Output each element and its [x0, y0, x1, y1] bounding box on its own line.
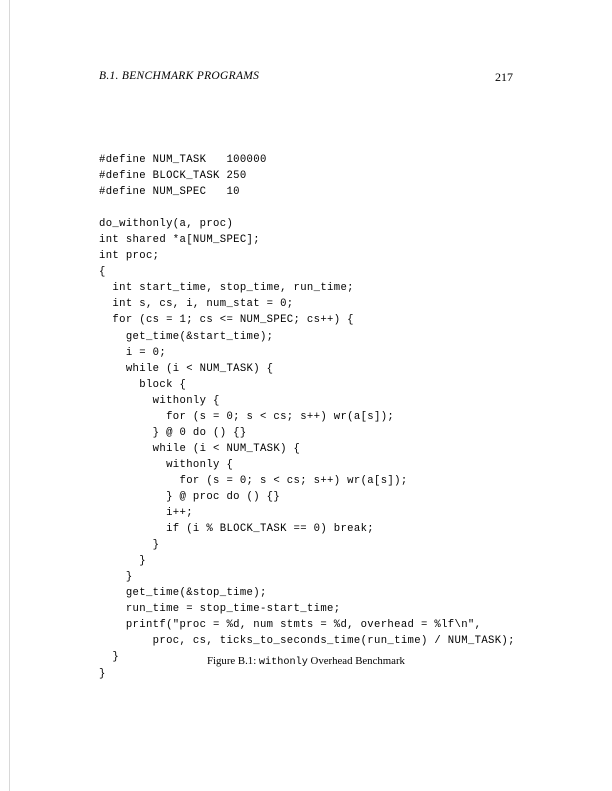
figure-caption-suffix: Overhead Benchmark [307, 655, 405, 667]
code-line: } [99, 555, 146, 568]
code-line: } @ 0 do () {} [99, 426, 247, 439]
code-line: #define NUM_SPEC 10 [99, 186, 240, 199]
code-line: withonly { [99, 394, 220, 407]
code-line: } [99, 651, 120, 664]
code-line: i++; [99, 507, 193, 520]
code-line: get_time(&start_time); [99, 330, 274, 343]
code-listing [99, 152, 529, 682]
code-line: get_time(&stop_time); [99, 587, 267, 600]
code-line: } @ proc do () {} [99, 490, 281, 503]
code-line: block { [99, 378, 187, 391]
figure-caption-prefix: Figure B.1: [207, 655, 259, 667]
code-line: i = 0; [99, 346, 167, 359]
code-line: for (cs = 1; cs <= NUM_SPEC; cs++) { [99, 314, 354, 327]
code-line: if (i % BLOCK_TASK == 0) break; [99, 523, 374, 536]
running-head: B.1. BENCHMARK PROGRAMS [99, 70, 260, 82]
scan-edge-line [9, 0, 10, 791]
figure-caption [0, 655, 612, 668]
code-line: { [99, 266, 106, 279]
code-line [99, 200, 529, 216]
figure-caption-keyword: withonly [258, 657, 308, 668]
code-line: for (s = 0; s < cs; s++) wr(a[s]); [99, 474, 408, 487]
code-line: int proc; [99, 250, 160, 263]
code-line: withonly { [99, 458, 234, 471]
code-line: #define NUM_TASK 100000 [99, 154, 267, 166]
code-line: printf("proc = %d, num stmts = %d, overhead = %lf\n", [99, 619, 482, 632]
code-line: do_withonly(a, proc) [99, 218, 234, 231]
code-line: #define BLOCK_TASK 250 [99, 170, 247, 183]
code-line: while (i < NUM_TASK) { [99, 362, 274, 375]
code-line: int s, cs, i, num_stat = 0; [99, 298, 294, 311]
code-line: run_time = stop_time-start_time; [99, 603, 341, 616]
code-line: for (s = 0; s < cs; s++) wr(a[s]); [99, 410, 395, 423]
page-number: 217 [495, 70, 513, 84]
code-line: } [99, 539, 160, 552]
code-line: } [99, 667, 106, 680]
code-line: int start_time, stop_time, run_time; [99, 282, 354, 295]
code-line: while (i < NUM_TASK) { [99, 442, 301, 455]
code-line: proc, cs, ticks_to_seconds_time(run_time) / NUM_TASK); [99, 635, 515, 648]
code-line: } [99, 571, 133, 584]
code-line: int shared *a[NUM_SPEC]; [99, 234, 260, 247]
